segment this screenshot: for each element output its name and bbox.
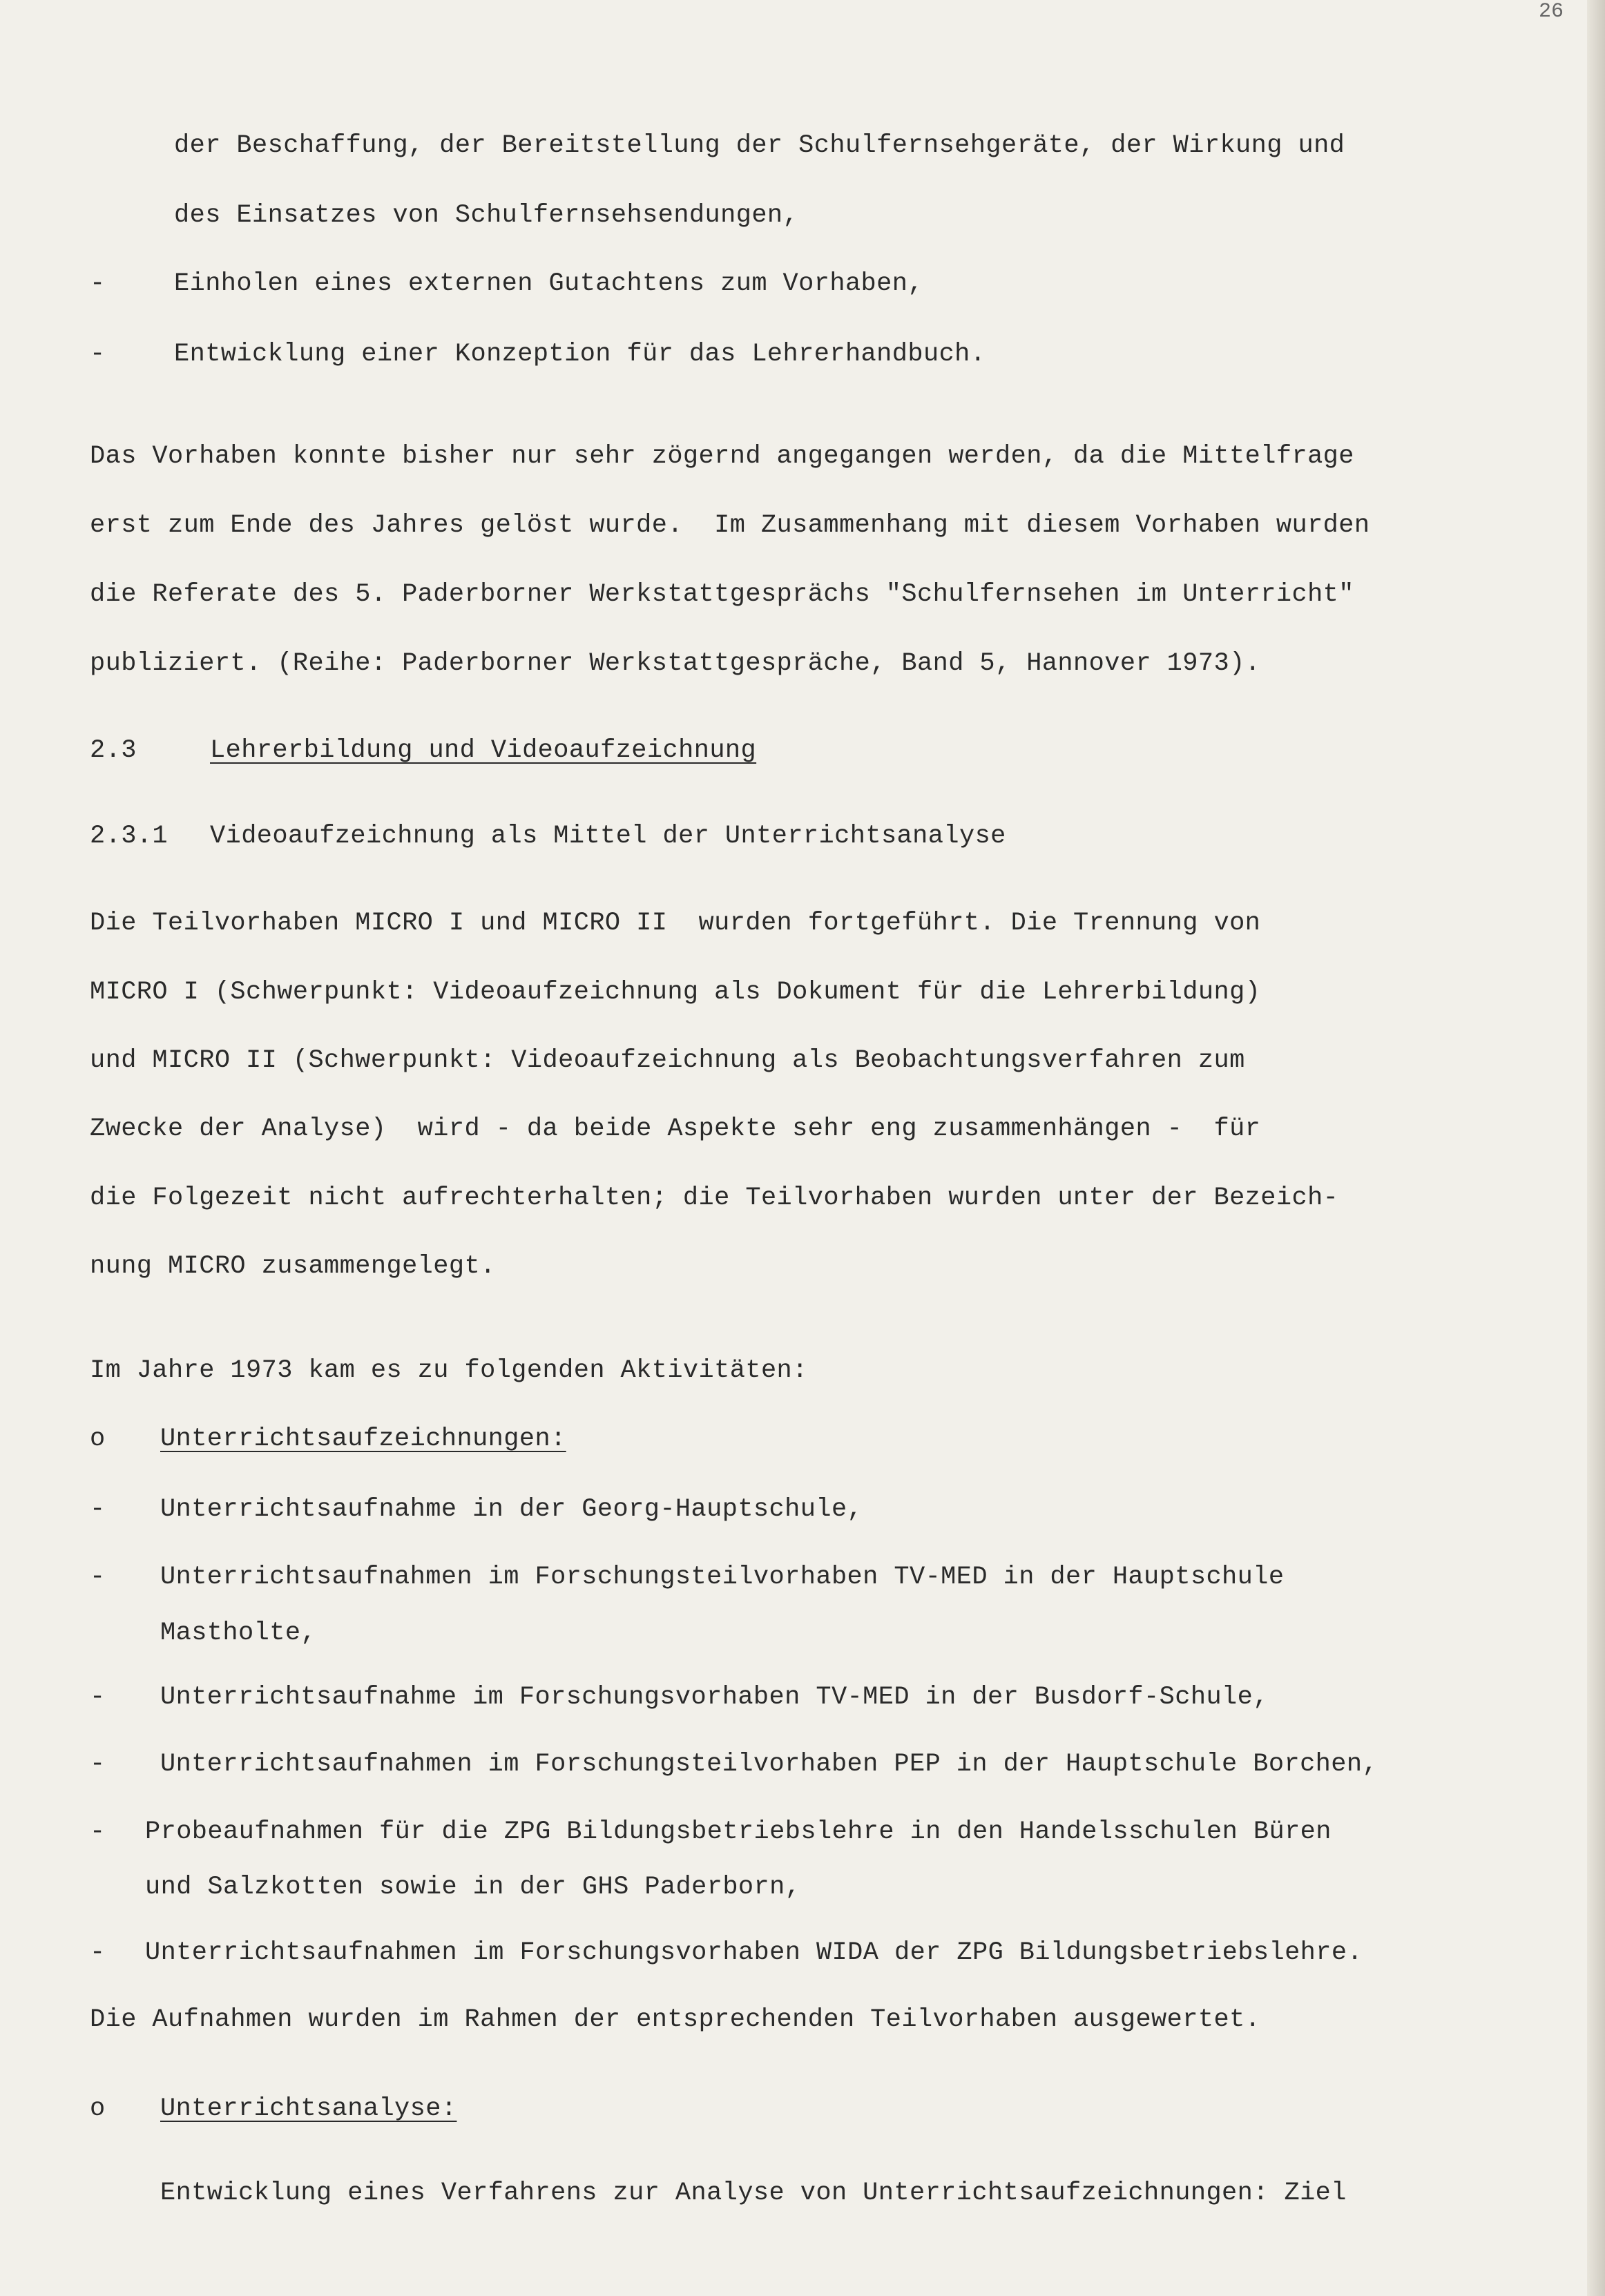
para2-line-5: die Folgezeit nicht aufrechterhalten; die Teilvorhaben wurden unter der Bezeich- <box>90 1184 1339 1213</box>
para1-line-2: erst zum Ende des Jahres gelöst wurde. Im Zusammenhang mit diesem Vorhaben wurden <box>90 511 1370 540</box>
page-number: 26 <box>1538 0 1564 23</box>
recording-marker-5: - <box>90 1817 106 1846</box>
section-2-3-1-title: Videoaufzeichnung als Mittel der Unterrichtsanalyse <box>210 822 1006 851</box>
intro-line-1: der Beschaffung, der Bereitstellung der Schulfernsehgeräte, der Wirkung und <box>174 131 1345 160</box>
intro-bullet-marker-2: - <box>90 340 106 369</box>
recording-marker-4: - <box>90 1750 106 1779</box>
analysis-line: Entwicklung eines Verfahrens zur Analyse von Unterrichtsaufzeichnungen: Ziel <box>160 2179 1347 2208</box>
intro-line-2: des Einsatzes von Schulfernsehsendungen, <box>174 201 799 230</box>
activities-intro: Im Jahre 1973 kam es zu folgenden Aktivitäten: <box>90 1356 808 1385</box>
para2-line-1: Die Teilvorhaben MICRO I und MICRO II wurden fortgeführt. Die Trennung von <box>90 909 1261 938</box>
evaluation-line: Die Aufnahmen wurden im Rahmen der entsprechenden Teilvorhaben ausgewertet. <box>90 2005 1261 2034</box>
recording-marker-1: - <box>90 1495 106 1524</box>
section-2-3-number: 2.3 <box>90 736 137 765</box>
recordings-heading-marker: o <box>90 1425 106 1454</box>
intro-bullet-1: Einholen eines externen Gutachtens zum Vorhaben, <box>174 269 923 298</box>
recording-item-4: Unterrichtsaufnahmen im Forschungsteilvorhaben PEP in der Hauptschule Borchen, <box>160 1750 1378 1779</box>
recording-item-3: Unterrichtsaufnahme im Forschungsvorhaben TV-MED in der Busdorf-Schule, <box>160 1683 1269 1712</box>
intro-bullet-2: Entwicklung einer Konzeption für das Lehrerhandbuch. <box>174 340 986 369</box>
section-2-3-title: Lehrerbildung und Videoaufzeichnung <box>210 736 757 765</box>
intro-bullet-marker-1: - <box>90 269 106 298</box>
recording-item-5-cont: und Salzkotten sowie in der GHS Paderborn, <box>145 1873 801 1902</box>
analysis-heading-marker: o <box>90 2094 106 2123</box>
para2-line-4: Zwecke der Analyse) wird - da beide Aspekte sehr eng zusammenhängen - für <box>90 1115 1261 1144</box>
page-edge <box>1587 0 1605 2296</box>
para2-line-6: nung MICRO zusammengelegt. <box>90 1252 496 1281</box>
recording-marker-2: - <box>90 1563 106 1592</box>
recordings-heading: Unterrichtsaufzeichnungen: <box>160 1425 566 1454</box>
para1-line-4: publiziert. (Reihe: Paderborner Werkstattgespräche, Band 5, Hannover 1973). <box>90 649 1261 678</box>
section-2-3-1-number: 2.3.1 <box>90 822 169 851</box>
recording-item-2-cont: Mastholte, <box>160 1619 317 1648</box>
analysis-heading: Unterrichtsanalyse: <box>160 2094 457 2123</box>
recording-marker-6: - <box>90 1938 106 1967</box>
para1-line-1: Das Vorhaben konnte bisher nur sehr zögernd angegangen werden, da die Mittelfrage <box>90 442 1354 471</box>
para2-line-3: und MICRO II (Schwerpunkt: Videoaufzeichnung als Beobachtungsverfahren zum <box>90 1046 1245 1075</box>
para1-line-3: die Referate des 5. Paderborner Werkstattgesprächs "Schulfernsehen im Unterricht" <box>90 580 1354 609</box>
recording-item-5: Probeaufnahmen für die ZPG Bildungsbetriebslehre in den Handelsschulen Büren <box>145 1817 1332 1846</box>
recording-item-1: Unterrichtsaufnahme in der Georg-Hauptschule, <box>160 1495 863 1524</box>
recording-marker-3: - <box>90 1683 106 1712</box>
recording-item-2: Unterrichtsaufnahmen im Forschungsteilvorhaben TV-MED in der Hauptschule <box>160 1563 1285 1592</box>
recording-item-6: Unterrichtsaufnahmen im Forschungsvorhaben WIDA der ZPG Bildungsbetriebslehre. <box>145 1938 1363 1967</box>
para2-line-2: MICRO I (Schwerpunkt: Videoaufzeichnung als Dokument für die Lehrerbildung) <box>90 978 1261 1007</box>
